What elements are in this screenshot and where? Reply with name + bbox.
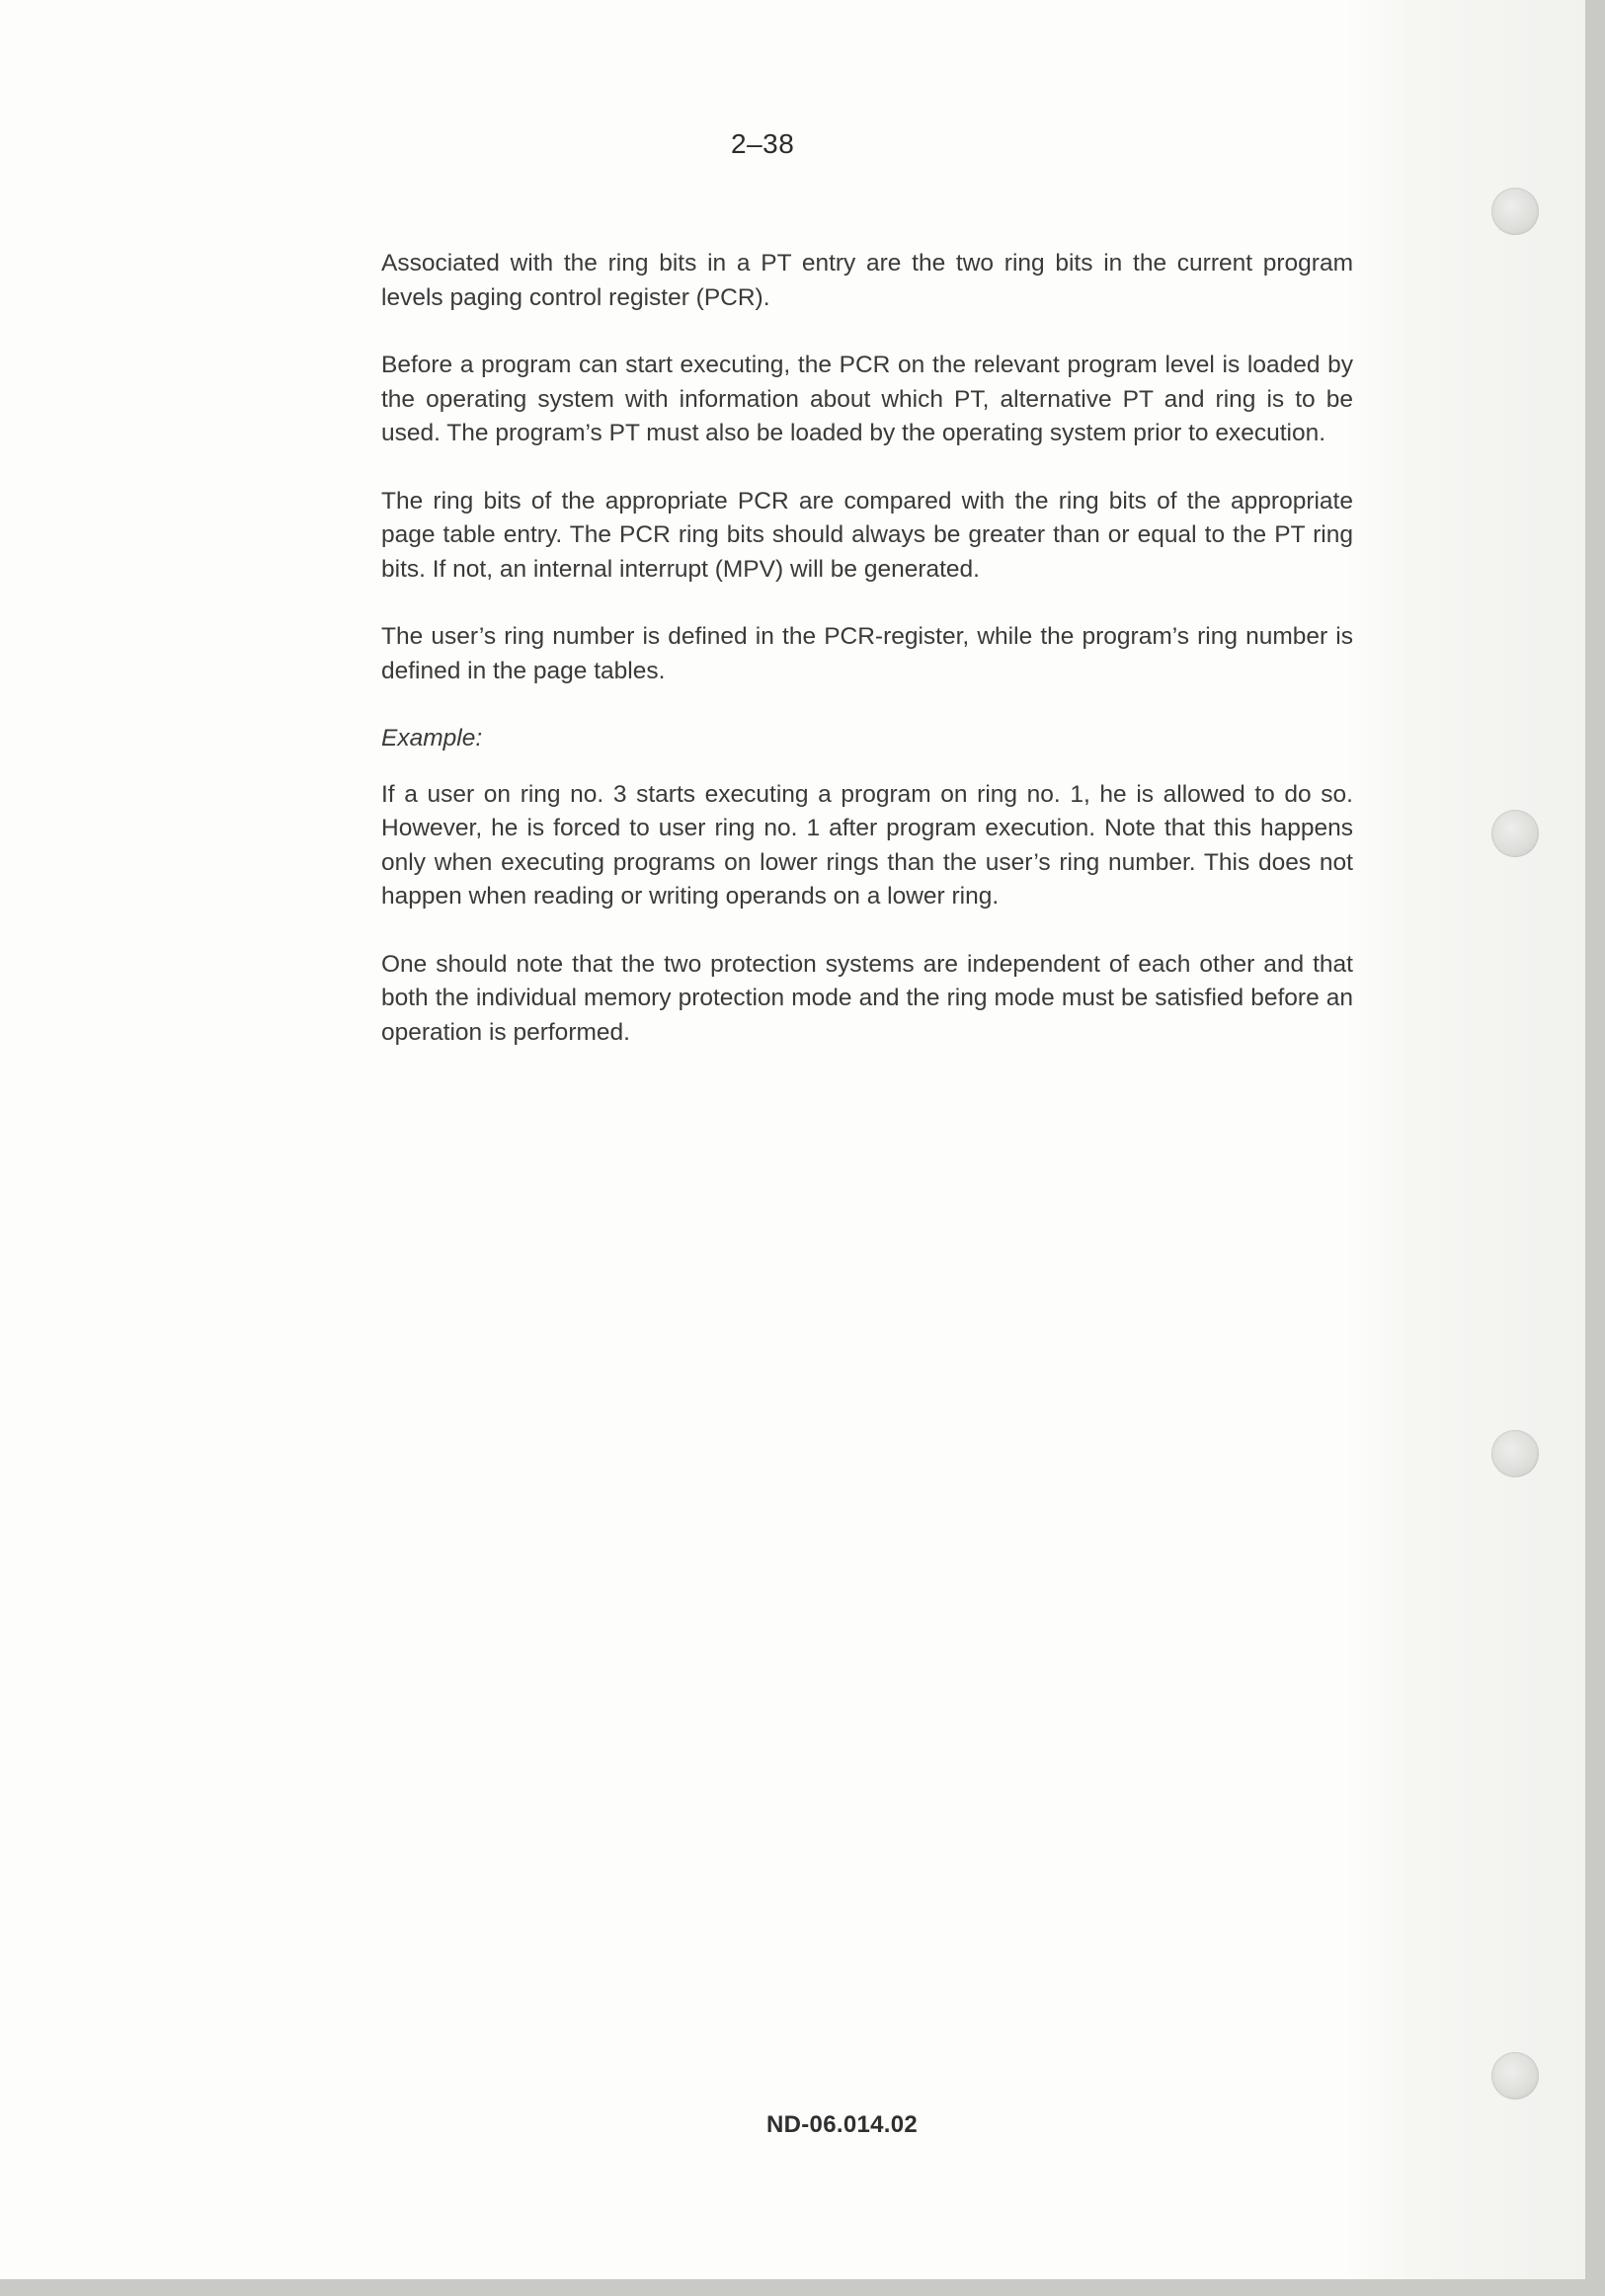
paragraph-ring-number-definition: The user’s ring number is defined in the PCR-register, while the program’s ring number is defined in the page tables.	[381, 623, 1353, 684]
paragraph-ring-comparison: The ring bits of the appropriate PCR are compared with the ring bits of the appropriate page table entry. The PCR ring bits should always be greater than or equal to the PT ring bits. If not, an internal interrupt (MPV) will be generated.	[381, 487, 1353, 583]
binder-hole-4	[1491, 2052, 1539, 2099]
binder-hole-1	[1491, 188, 1539, 235]
binder-hole-3	[1491, 1430, 1539, 1477]
document-code: ND-06.014.02	[766, 2111, 919, 2138]
page-number: 2–38	[731, 128, 795, 159]
page-margin-shading	[1345, 0, 1585, 2279]
paragraph-pcr-loading: Before a program can start executing, the PCR on the relevant program level is loaded by the operating system with information about which PT, alternative PT and ring is to be used. The program’s PT must also be loaded by the operating system prior to execution.	[381, 352, 1353, 446]
body-text	[381, 247, 1353, 1083]
binder-hole-2	[1491, 810, 1539, 857]
paragraph-protection-systems: One should note that the two protection systems are independent of each other and that both the individual memory protection mode and the ring mode must be satisfied before an operation is performed.	[381, 950, 1353, 1046]
paragraph-example: If a user on ring no. 3 starts executing a program on ring no. 1, he is allowed to do so. However, he is forced to user ring no. 1 after program execution. Note that this happens only when executing programs on lower rings than the user’s ring number. This does not happen when reading or writing operands on a lower ring.	[381, 780, 1353, 910]
example-label: Example:	[381, 725, 483, 752]
paragraph-ring-bits-association: Associated with the ring bits in a PT entry are the two ring bits in the current program levels paging control register (PCR).	[381, 250, 1353, 311]
